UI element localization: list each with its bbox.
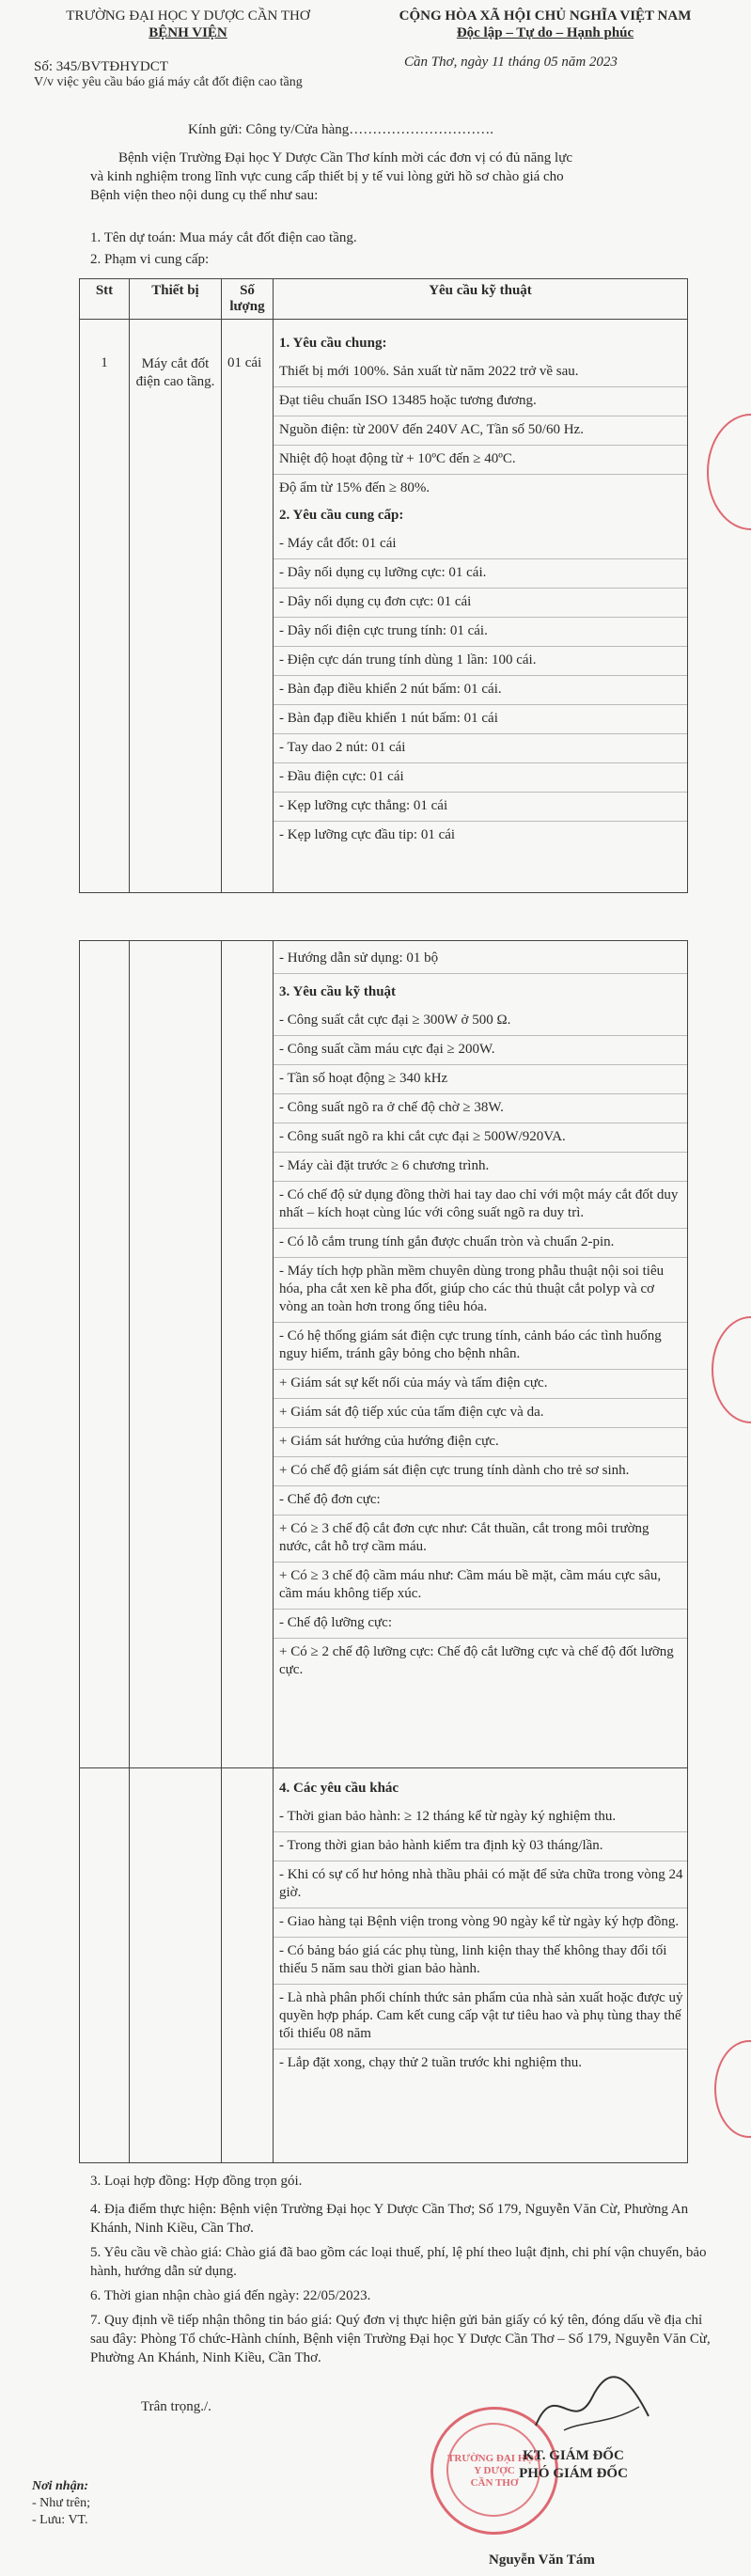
national-header (352, 8, 738, 41)
requirement-line: - Có bảng báo giá các phụ tùng, linh kiện thay thế không thay đổi tối thiểu 5 năm sau thời gian bảo hành. (274, 1938, 687, 1985)
document-subject: V/v việc yêu cầu báo giá máy cắt đốt điện cao tầng (34, 75, 303, 89)
requirement-line: - Giao hàng tại Bệnh viện trong vòng 90 ngày kể từ ngày ký hợp đồng. (274, 1908, 687, 1938)
requirement-line: - Có hệ thống giám sát điện cực trung tính, cảnh báo các tình huống nguy hiểm, tránh gây bỏng cho bệnh nhân. (274, 1323, 687, 1370)
signature-role: PHÓ GIÁM ĐỐC (519, 2466, 628, 2481)
recipients-block (32, 2478, 90, 2529)
signature-title: KT. GIÁM ĐỐC (523, 2448, 624, 2463)
item-deadline: 6. Thời gian nhận chào giá đến ngày: 22/05/2023. (90, 2288, 371, 2303)
closing-text: Trân trọng./. (141, 2399, 211, 2414)
requirement-line: - Có lỗ cắm trung tính gắn được chuẩn tròn và chuẩn 2-pin. (274, 1229, 687, 1258)
requirement-line: - Khi có sự cố hư hỏng nhà thầu phải có mặt để sửa chữa trong vòng 24 giờ. (274, 1861, 687, 1908)
requirement-line: - Công suất ngõ ra khi cắt cực đại ≥ 500W/920VA. (274, 1123, 687, 1153)
requirement-line: - Bàn đạp điều khiển 2 nút bấm: 01 cái. (274, 676, 687, 705)
recipient-line: Kính gửi: Công ty/Cửa hàng…………………………. (188, 122, 494, 137)
requirement-line: - Bàn đạp điều khiển 1 nút bấm: 01 cái (274, 705, 687, 734)
document-date: Cần Thơ, ngày 11 tháng 05 năm 2023 (404, 55, 618, 70)
table-row (80, 320, 688, 893)
section-title: 1. Yêu cầu chung: (279, 336, 387, 351)
cell-requirements-cont (274, 941, 688, 1768)
section-supply-list (274, 530, 687, 850)
handwritten-signature (526, 2369, 658, 2444)
requirement-line: - Tần số hoạt động ≥ 340 kHz (274, 1065, 687, 1094)
section-title: 4. Các yêu cầu khác (279, 1781, 399, 1796)
document-number: Số: 345/BVTĐHYDCT (34, 59, 168, 74)
requirement-line: Độ ẩm từ 15% đến ≥ 80%. (279, 480, 430, 495)
cell-stt-empty (80, 941, 130, 1768)
cell-stt: 1 (80, 320, 130, 893)
table-row (80, 1768, 688, 2163)
item-estimate-name: 1. Tên dự toán: Mua máy cắt đốt điện cao tầng. (90, 230, 357, 245)
recipient-item: - Lưu: VT. (32, 2513, 88, 2527)
recipients-title: Nơi nhận: (32, 2479, 89, 2493)
cell-device-empty (130, 1768, 222, 2163)
section-other-list (274, 1803, 687, 2078)
col-header-device: Thiết bị (130, 279, 222, 320)
requirement-line: Thiết bị mới 100%. Sản xuất từ năm 2022 trở về sau. (274, 358, 687, 387)
requirement-line: - Đầu điện cực: 01 cái (274, 763, 687, 793)
table-row (80, 941, 688, 1768)
national-title: CỘNG HÒA XÃ HỘI CHỦ NGHĨA VIỆT NAM (399, 8, 692, 24)
requirement-line: - Công suất cắt cực đại ≥ 300W ở 500 Ω. (274, 1007, 687, 1036)
national-motto: Độc lập – Tự do – Hạnh phúc (456, 25, 634, 40)
cell-device-empty (130, 941, 222, 1768)
cell-requirements (274, 320, 688, 893)
intro-paragraph (90, 149, 692, 205)
requirement-line: Nhiệt độ hoạt động từ + 10ºC đến ≥ 40ºC. (274, 446, 687, 475)
requirement-line: + Có ≥ 3 chế độ cầm máu như: Cầm máu bề mặt, cầm máu cực sâu, cầm máu không tiếp xúc. (274, 1563, 687, 1610)
cell-device: Máy cắt đốt điện cao tầng. (130, 320, 222, 893)
cell-requirements-other (274, 1768, 688, 2163)
requirement-line: - Dây nối dụng cụ đơn cực: 01 cái (274, 589, 687, 618)
requirement-line: - Tay dao 2 nút: 01 cái (274, 734, 687, 763)
intro-line: Bệnh viện theo nội dung cụ thể như sau: (90, 188, 319, 203)
col-header-qty: Số lượng (222, 279, 274, 320)
requirement-line: - Máy tích hợp phần mềm chuyên dùng trong phẫu thuật nội soi tiêu hóa, pha cắt xen kẽ pha đốt, giúp cho các thủ thuật cắt polyp và cơ vòng an toàn hơn trong ống tiêu hóa. (274, 1258, 687, 1323)
requirement-line: - Chế độ lưỡng cực: (274, 1610, 687, 1639)
intro-line: và kinh nghiệm trong lĩnh vực cung cấp thiết bị y tế vui lòng gửi hồ sơ chào giá cho (90, 169, 564, 184)
table-header-row (80, 279, 688, 320)
edge-seal-fragment-middle (712, 1316, 751, 1423)
requirement-line: - Công suất cầm máu cực đại ≥ 200W. (274, 1036, 687, 1065)
requirement-line: - Điện cực dán trung tính dùng 1 lần: 100 cái. (274, 647, 687, 676)
item-submission-rules: 7. Quy định về tiếp nhận thông tin báo giá: Quý đơn vị thực hiện gửi bản giấy có ký tên, đóng dấu về địa chỉ sau đây: Phòng Tổ chức-Hành chính, Bệnh viện Trường Đại học Y Dược Cần Thơ – Số 179, Nguyễn Văn Cừ, Phường An Khánh, Ninh Kiều, Cần Thơ. (90, 2313, 711, 2365)
requirement-line: - Chế độ đơn cực: (274, 1486, 687, 1516)
cell-qty-empty (222, 941, 274, 1768)
col-header-requirements: Yêu cầu kỹ thuật (274, 279, 688, 320)
intro-line: Bệnh viện Trường Đại học Y Dược Cần Thơ kính mời các đơn vị có đủ năng lực (118, 150, 573, 165)
requirement-line: - Trong thời gian bảo hành kiểm tra định kỳ 03 tháng/lần. (274, 1832, 687, 1861)
requirement-line: - Có chế độ sử dụng đồng thời hai tay dao chỉ với một máy cắt đốt duy nhất – kích hoạt cùng lúc với công suất ngõ ra duy trì. (274, 1182, 687, 1229)
requirement-line: - Máy cắt đốt: 01 cái (274, 530, 687, 559)
recipient-item: - Như trên; (32, 2496, 91, 2510)
spec-table-page1 (79, 278, 688, 893)
signature-block (451, 2447, 696, 2483)
item-location: 4. Địa điểm thực hiện: Bệnh viện Trường Đại học Y Dược Cần Thơ; Số 179, Nguyễn Văn Cừ, Phường An Khánh, Ninh Kiều, Cần Thơ. (90, 2202, 689, 2236)
seal-text-line: CẦN THƠ (470, 2477, 519, 2489)
col-header-stt: Stt (80, 279, 130, 320)
requirement-line: - Kẹp lưỡng cực thẳng: 01 cái (274, 793, 687, 822)
requirement-line: Đạt tiêu chuẩn ISO 13485 hoặc tương đương. (274, 387, 687, 416)
requirement-line: - Dây nối điện cực trung tính: 01 cái. (274, 618, 687, 647)
requirement-line: - Hướng dẫn sử dụng: 01 bộ (274, 945, 687, 974)
org-name: TRƯỜNG ĐẠI HỌC Y DƯỢC CẦN THƠ (66, 8, 310, 24)
section-title: 3. Yêu cầu kỹ thuật (279, 984, 397, 999)
requirement-line: - Kẹp lưỡng cực đầu tip: 01 cái (279, 827, 456, 842)
section-general-list (274, 358, 687, 503)
requirement-line: + Có ≥ 2 chế độ lưỡng cực: Chế độ cắt lưỡng cực và chế độ đốt lưỡng cực. (279, 1644, 674, 1677)
requirement-line: - Là nhà phân phối chính thức sản phẩm của nhà sản xuất hoặc được uỷ quyền hợp pháp. Cam kết cung cấp vật tư tiêu hao và phụ tùng thay thế tối thiểu 08 năm (274, 1985, 687, 2050)
signer-name: Nguyễn Văn Tám (489, 2552, 595, 2568)
requirement-line: + Giám sát độ tiếp xúc của tấm điện cực và da. (274, 1399, 687, 1428)
requirement-line: - Lắp đặt xong, chạy thử 2 tuần trước khi nghiệm thu. (279, 2055, 583, 2070)
requirement-line: - Công suất ngõ ra ở chế độ chờ ≥ 38W. (274, 1094, 687, 1123)
section-title: 2. Yêu cầu cung cấp: (279, 508, 404, 523)
section-technical-list (274, 1007, 687, 1685)
edge-seal-fragment-bottom (714, 2040, 751, 2138)
requirement-line: - Thời gian bảo hành: ≥ 12 tháng kể từ ngày ký nghiệm thu. (274, 1803, 687, 1832)
item-scope: 2. Phạm vi cung cấp: (90, 252, 210, 267)
item-quote-requirements: 5. Yêu cầu về chào giá: Chào giá đã bao gồm các loại thuế, phí, lệ phí theo luật định, chi phí vận chuyển, bảo hành, hướng dẫn sử dụng. (90, 2245, 707, 2279)
edge-seal-fragment-top (707, 414, 751, 530)
requirement-line: - Dây nối dụng cụ lưỡng cực: 01 cái. (274, 559, 687, 589)
org-header (28, 8, 348, 41)
cell-qty: 01 cái (222, 320, 274, 893)
requirement-line: Nguồn điện: từ 200V đến 240V AC, Tần số 50/60 Hz. (274, 416, 687, 446)
requirement-line: + Có chế độ giám sát điện cực trung tính dành cho trẻ sơ sinh. (274, 1457, 687, 1486)
seal-text-line: Y DƯỢC (474, 2465, 515, 2476)
spec-table-page2 (79, 940, 688, 2163)
requirement-line: + Giám sát hướng của hướng điện cực. (274, 1428, 687, 1457)
requirement-line: + Có ≥ 3 chế độ cắt đơn cực như: Cắt thuần, cắt trong môi trường nước, cắt hỗ trợ cầm máu. (274, 1516, 687, 1563)
org-unit: BỆNH VIỆN (149, 25, 227, 40)
cell-stt-empty (80, 1768, 130, 2163)
cell-qty-empty (222, 1768, 274, 2163)
requirement-line: - Máy cài đặt trước ≥ 6 chương trình. (274, 1153, 687, 1182)
item-contract-type: 3. Loại hợp đồng: Hợp đồng trọn gói. (90, 2174, 303, 2189)
requirement-line: + Giám sát sự kết nối của máy và tấm điện cực. (274, 1370, 687, 1399)
seal-text-line: TRƯỜNG ĐẠI HỌC (447, 2453, 541, 2464)
